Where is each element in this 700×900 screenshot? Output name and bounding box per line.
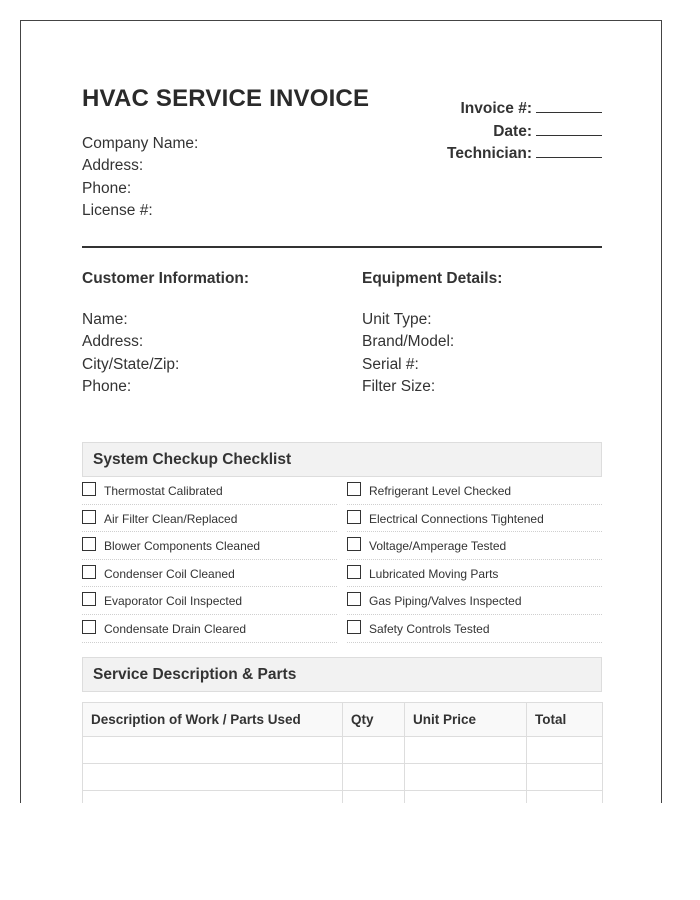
technician-label: Technician: <box>447 145 532 162</box>
equipment-heading: Equipment Details: <box>362 270 503 287</box>
checklist-item-label: Voltage/Amperage Tested <box>369 539 507 554</box>
checklist-item-label: Evaporator Coil Inspected <box>104 594 243 609</box>
checkbox[interactable] <box>82 565 96 579</box>
checkbox[interactable] <box>82 620 96 634</box>
checklist-item <box>82 587 337 615</box>
serial-label: Serial #: <box>362 355 419 373</box>
table-row <box>83 791 603 804</box>
checklist-left-column <box>82 477 337 643</box>
filter-size-label: Filter Size: <box>362 377 436 395</box>
checklist-item <box>82 532 337 560</box>
table-cell[interactable] <box>83 791 343 804</box>
checklist-item <box>82 505 337 533</box>
page-title: HVAC SERVICE INVOICE <box>82 85 370 112</box>
customer-city-label: City/State/Zip: <box>82 355 180 373</box>
company-name-label: Company Name: <box>82 135 199 152</box>
customer-name-label: Name: <box>82 311 128 328</box>
checklist-item <box>82 615 337 643</box>
customer-phone-label: Phone: <box>82 377 132 395</box>
checklist-item <box>347 560 602 588</box>
checklist-item-label: Blower Components Cleaned <box>104 539 261 554</box>
company-phone-label: Phone: <box>82 179 132 197</box>
service-table <box>82 702 603 803</box>
checklist-header <box>82 442 602 477</box>
invoice-meta <box>447 98 602 166</box>
checklist-right-column <box>347 477 602 643</box>
service-header <box>82 657 602 692</box>
company-address-label: Address: <box>82 157 144 175</box>
table-cell[interactable] <box>527 737 603 764</box>
table-cell[interactable] <box>527 764 603 791</box>
checkbox[interactable] <box>347 565 361 579</box>
checklist-item <box>82 477 337 505</box>
customer-heading: Customer Information: <box>82 270 250 287</box>
brand-model-label: Brand/Model: <box>362 333 455 351</box>
invoice-number-blank <box>536 98 602 113</box>
checklist-item-label: Safety Controls Tested <box>369 621 490 636</box>
checklist-heading: System Checkup Checklist <box>93 451 292 468</box>
checklist-item-label: Electrical Connections Tightened <box>369 511 544 526</box>
unit-type-label: Unit Type: <box>362 311 432 328</box>
checklist-item-label: Air Filter Clean/Replaced <box>104 511 238 526</box>
table-row <box>83 764 603 791</box>
total-column-header: Total <box>527 703 603 737</box>
checklist-item-label: Lubricated Moving Parts <box>369 566 499 581</box>
equipment-fields <box>362 309 454 398</box>
table-cell[interactable] <box>343 737 405 764</box>
date-label: Date: <box>493 122 532 140</box>
unit-price-column-header: Unit Price <box>405 703 527 737</box>
checkbox[interactable] <box>82 482 96 496</box>
date-blank <box>536 121 602 136</box>
checkbox[interactable] <box>347 537 361 551</box>
checklist-item <box>347 477 602 505</box>
header-divider <box>82 246 602 248</box>
table-cell[interactable] <box>343 764 405 791</box>
checklist-item <box>347 532 602 560</box>
checkbox[interactable] <box>82 592 96 606</box>
table-cell[interactable] <box>405 737 527 764</box>
description-column-header: Description of Work / Parts Used <box>83 703 343 737</box>
checklist-item-label: Condensate Drain Cleared <box>104 621 247 636</box>
checkbox[interactable] <box>347 510 361 524</box>
checkbox[interactable] <box>347 592 361 606</box>
checkbox[interactable] <box>347 482 361 496</box>
checkbox[interactable] <box>82 510 96 524</box>
checkbox[interactable] <box>347 620 361 634</box>
checklist-item-label: Refrigerant Level Checked <box>369 484 512 498</box>
table-cell[interactable] <box>343 791 405 804</box>
customer-address-label: Address: <box>82 333 144 351</box>
checklist-item <box>347 615 602 643</box>
table-header-row <box>83 703 603 737</box>
table-cell[interactable] <box>83 737 343 764</box>
company-info <box>82 133 198 222</box>
date-row <box>447 121 602 144</box>
checkbox[interactable] <box>82 537 96 551</box>
invoice-number-label: Invoice #: <box>460 100 532 117</box>
table-row <box>83 737 603 764</box>
table-cell[interactable] <box>405 764 527 791</box>
table-cell[interactable] <box>405 791 527 804</box>
technician-row <box>447 143 602 166</box>
checklist-item <box>347 505 602 533</box>
table-cell[interactable] <box>527 791 603 804</box>
checklist-item-label: Thermostat Calibrated <box>104 484 223 498</box>
technician-blank <box>536 143 602 158</box>
table-cell[interactable] <box>83 764 343 791</box>
customer-fields <box>82 309 179 398</box>
invoice-number-row <box>447 98 602 121</box>
checklist-item <box>347 587 602 615</box>
invoice-page <box>20 20 662 803</box>
checklist-item-label: Condenser Coil Cleaned <box>104 566 235 581</box>
company-license-label: License #: <box>82 201 153 219</box>
checklist-item <box>82 560 337 588</box>
checklist-item-label: Gas Piping/Valves Inspected <box>369 594 522 609</box>
service-heading: Service Description & Parts <box>93 666 297 683</box>
qty-column-header: Qty <box>343 703 405 737</box>
